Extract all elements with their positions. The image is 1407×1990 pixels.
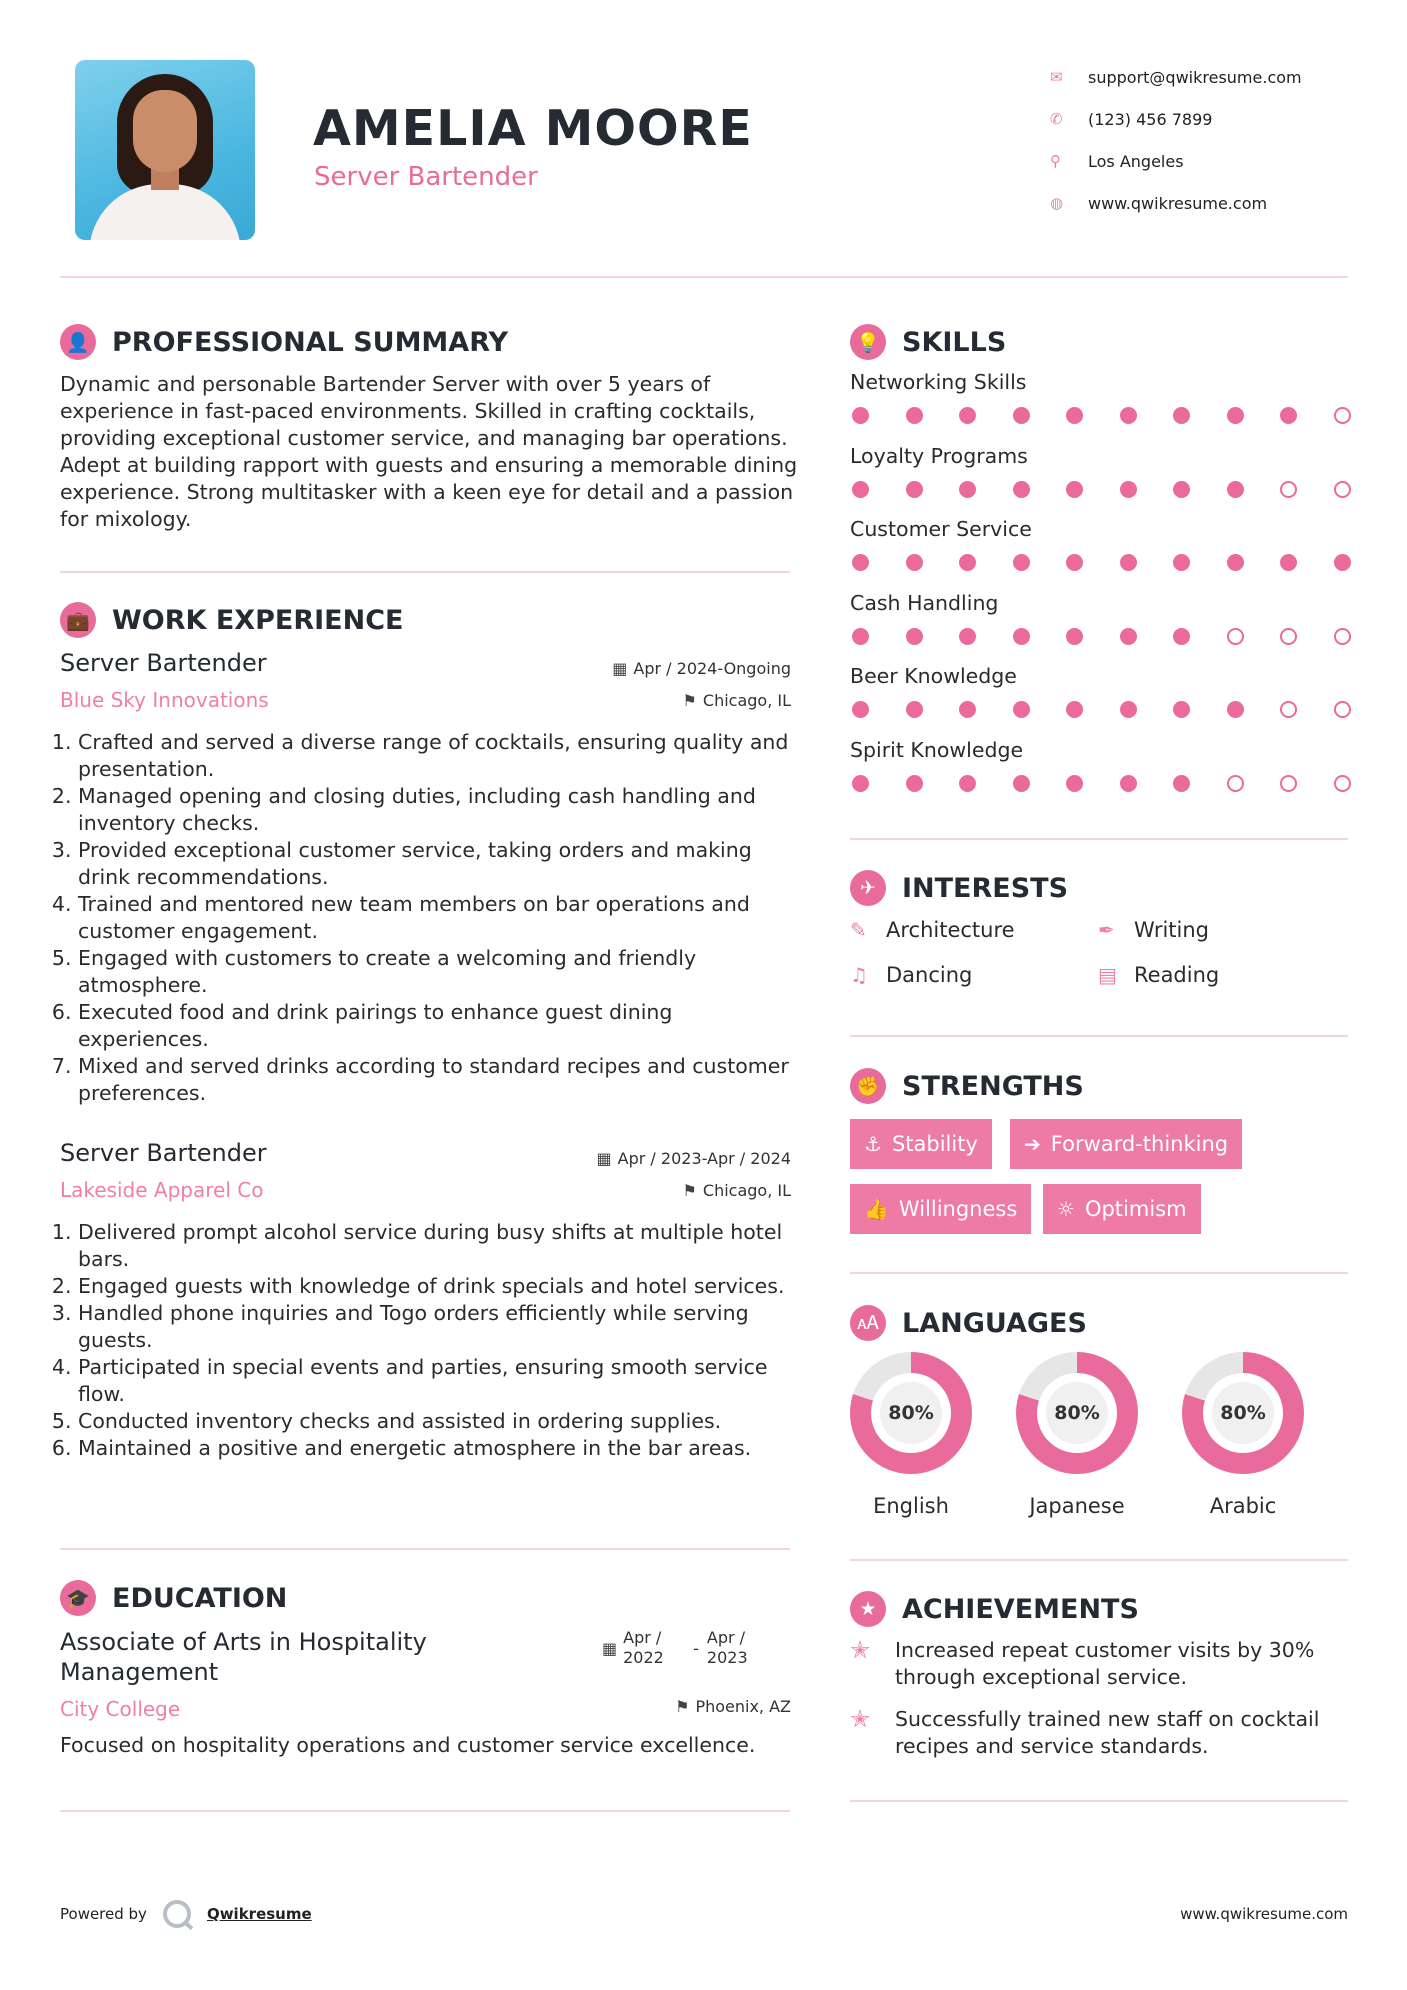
pen-icon: ✒ — [1098, 918, 1115, 942]
rating-dot-filled — [1066, 554, 1083, 571]
rating-dot-filled — [1013, 481, 1030, 498]
star-icon: ✭ — [850, 1636, 871, 1664]
rating-dot-filled — [1120, 554, 1137, 571]
rating-dot-filled — [1120, 701, 1137, 718]
pencil-ruler-icon: ✎ — [850, 918, 867, 942]
qwikresume-logo-icon — [163, 1900, 191, 1928]
rating-dot-filled — [1066, 628, 1083, 645]
education-degree: Associate of Arts in Hospitality Management — [60, 1628, 427, 1686]
rating-dot-filled — [1120, 407, 1137, 424]
book-icon: ▤ — [1098, 963, 1117, 987]
rating-dot-filled — [1120, 481, 1137, 498]
job-dates: ▦ Apr / 2024-Ongoing — [612, 659, 791, 678]
skill-name: Spirit Knowledge — [850, 737, 1024, 762]
rating-dot-filled — [1173, 407, 1190, 424]
pushpin-icon: ⚑ — [675, 1697, 690, 1716]
strengths-divider — [850, 1272, 1348, 1274]
strengths-heading: ✊ STRENGTHS — [850, 1068, 1084, 1104]
skill-rating — [852, 701, 1351, 718]
education-description: Focused on hospitality operations and customer service excellence. — [60, 1733, 756, 1757]
education-divider — [60, 1810, 790, 1812]
rating-dot-empty — [1227, 775, 1244, 792]
rating-dot-filled — [906, 701, 923, 718]
list-item: 4. Participated in special events and parties, ensuring smooth service flow. — [78, 1354, 800, 1408]
rating-dot-empty — [1280, 701, 1297, 718]
rating-dot-filled — [959, 407, 976, 424]
rating-dot-filled — [1013, 407, 1030, 424]
rating-dot-filled — [959, 701, 976, 718]
rating-dot-filled — [852, 554, 869, 571]
fist-icon: ✊ — [850, 1068, 886, 1104]
skill-name: Cash Handling — [850, 590, 999, 615]
pushpin-icon: ⚑ — [682, 691, 697, 710]
job-company: Lakeside Apparel Co — [60, 1178, 264, 1202]
rating-dot-filled — [852, 701, 869, 718]
footer-brand-link[interactable]: Qwikresume — [206, 1905, 312, 1923]
briefcase-icon: 💼 — [60, 602, 96, 638]
skills-heading: 💡 SKILLS — [850, 324, 1006, 360]
interest-item: ♫ Dancing — [850, 963, 973, 987]
summary-heading: 👤 PROFESSIONAL SUMMARY — [60, 324, 508, 360]
rating-dot-filled — [852, 481, 869, 498]
rating-dot-filled — [1227, 407, 1244, 424]
list-item: 5. Engaged with customers to create a welcoming and friendly atmosphere. — [78, 945, 800, 999]
profile-photo — [75, 60, 255, 240]
list-item: 7. Mixed and served drinks according to standard recipes and customer preferences. — [78, 1053, 800, 1107]
rating-dot-empty — [1334, 407, 1351, 424]
contact-website-text: www.qwikresume.com — [1088, 193, 1268, 213]
skill-rating — [852, 407, 1351, 424]
skill-rating — [852, 628, 1351, 645]
languages-divider — [850, 1559, 1348, 1561]
strength-chip: ➔ Forward-thinking — [1010, 1119, 1242, 1169]
rating-dot-filled — [1173, 481, 1190, 498]
summary-text: Dynamic and personable Bartender Server with over 5 years of experience in fast-paced environments. Skilled in crafting cocktails, providing exceptional customer service, and managing bar operations. Adept at building rapport with guests and ensuring a memorable dining experience. Strong multitasker with a keen eye for detail and a passion for mixology. — [60, 372, 798, 531]
rating-dot-empty — [1280, 628, 1297, 645]
rating-dot-filled — [1173, 554, 1190, 571]
interest-item: ✎ Architecture — [850, 918, 1015, 942]
interest-item: ▤ Reading — [1098, 963, 1220, 987]
candidate-role: Server Bartender — [314, 162, 538, 192]
job-location: ⚑ Chicago, IL — [682, 691, 791, 710]
rating-dot-empty — [1334, 701, 1351, 718]
job-location: ⚑ Chicago, IL — [682, 1181, 791, 1200]
rating-dot-filled — [1227, 481, 1244, 498]
contact-email[interactable] — [1050, 56, 1302, 98]
contact-email-text: support@qwikresume.com — [1088, 67, 1302, 87]
rating-dot-filled — [1013, 554, 1030, 571]
language-name: Japanese — [1029, 1494, 1125, 1518]
rating-dot-filled — [906, 628, 923, 645]
sun-icon: ☼ — [1057, 1197, 1075, 1221]
language-card-icon: 🗚 — [850, 1305, 886, 1341]
list-item: 1. Delivered prompt alcohol service during busy shifts at multiple hotel bars. — [78, 1219, 800, 1273]
rating-dot-filled — [1013, 628, 1030, 645]
rating-dot-filled — [1120, 628, 1137, 645]
calendar-icon: ▦ — [612, 659, 628, 678]
rating-dot-filled — [1013, 775, 1030, 792]
list-item: 3. Handled phone inquiries and Togo orders efficiently while serving guests. — [78, 1300, 800, 1354]
list-item: 2. Engaged guests with knowledge of drink specials and hotel services. — [78, 1273, 800, 1300]
interests-divider — [850, 1035, 1348, 1037]
education-heading: 🎓 EDUCATION — [60, 1580, 287, 1616]
candidate-name: AMELIA MOORE — [313, 100, 753, 157]
strength-chip: ☼ Optimism — [1043, 1184, 1201, 1234]
language-progress-ring: 80% — [1182, 1352, 1304, 1474]
job-title: Server Bartender — [60, 1139, 267, 1167]
lightbulb-icon: 💡 — [850, 324, 886, 360]
user-icon: 👤 — [60, 324, 96, 360]
interest-item: ✒ Writing — [1098, 918, 1209, 942]
summary-divider — [60, 571, 790, 573]
list-item: 1. Crafted and served a diverse range of cocktails, ensuring quality and presentation. — [78, 729, 800, 783]
music-note-icon: ♫ — [850, 963, 868, 987]
skill-name: Networking Skills — [850, 370, 1027, 394]
experience-divider — [60, 1548, 790, 1550]
rating-dot-empty — [1280, 481, 1297, 498]
rating-dot-filled — [852, 407, 869, 424]
calendar-icon: ▦ — [596, 1149, 612, 1168]
job-duties — [60, 729, 800, 1107]
list-item: 5. Conducted inventory checks and assisted in ordering supplies. — [78, 1408, 800, 1435]
rating-dot-empty — [1280, 775, 1297, 792]
language-progress-ring: 80% — [850, 1352, 972, 1474]
rating-dot-filled — [1173, 775, 1190, 792]
language-name: Arabic — [1209, 1494, 1277, 1518]
skill-name: Beer Knowledge — [850, 664, 1017, 688]
rating-dot-filled — [1066, 481, 1083, 498]
rating-dot-filled — [1120, 775, 1137, 792]
contact-location-text: Los Angeles — [1088, 151, 1184, 171]
skill-rating — [852, 554, 1351, 571]
language-item — [1016, 1352, 1138, 1518]
anchor-icon: ⚓ — [864, 1132, 882, 1156]
phone-icon: ✆ — [1050, 110, 1063, 128]
rating-dot-filled — [852, 628, 869, 645]
achievement-item: ✭ Increased repeat customer visits by 30% through exceptional service. — [850, 1636, 1315, 1689]
education-school: City College — [60, 1697, 181, 1721]
contact-website[interactable] — [1050, 182, 1302, 224]
thumbs-up-icon: 👍 — [864, 1197, 889, 1221]
skill-rating — [852, 775, 1351, 792]
job-dates: ▦ Apr / 2023-Apr / 2024 — [596, 1149, 791, 1168]
rating-dot-empty — [1334, 775, 1351, 792]
strength-chip: 👍 Willingness — [850, 1184, 1031, 1234]
list-item: 6. Executed food and drink pairings to enhance guest dining experiences. — [78, 999, 800, 1053]
calendar-icon: ▦ — [602, 1638, 618, 1658]
language-progress-ring: 80% — [1016, 1352, 1138, 1474]
paper-plane-icon: ✈ — [850, 870, 886, 906]
language-item — [1182, 1352, 1304, 1518]
rating-dot-empty — [1334, 481, 1351, 498]
rating-dot-filled — [959, 554, 976, 571]
job-duties — [60, 1219, 800, 1462]
globe-icon: ◍ — [1050, 194, 1064, 212]
rating-dot-filled — [1173, 628, 1190, 645]
arrow-right-icon: ➔ — [1024, 1132, 1041, 1156]
rating-dot-filled — [1227, 701, 1244, 718]
language-item — [850, 1352, 972, 1518]
rating-dot-filled — [906, 554, 923, 571]
skill-rating — [852, 481, 1351, 498]
achievement-item: ✭ Successfully trained new staff on cocktail recipes and service standards. — [850, 1705, 1320, 1758]
rating-dot-filled — [1066, 407, 1083, 424]
star-icon: ✭ — [850, 1705, 871, 1733]
job-title: Server Bartender — [60, 649, 267, 677]
list-item: 4. Trained and mentored new team members on bar operations and customer engagement. — [78, 891, 800, 945]
footer-url[interactable]: www.qwikresume.com — [1180, 1905, 1348, 1923]
rating-dot-filled — [1227, 554, 1244, 571]
header-divider — [60, 276, 1348, 278]
rating-dot-filled — [906, 407, 923, 424]
education-dates: ▦ Apr / 2022 - Apr / 2023 — [602, 1628, 748, 1667]
job-company: Blue Sky Innovations — [60, 688, 269, 712]
rating-dot-empty — [1334, 628, 1351, 645]
skills-divider — [850, 838, 1348, 840]
rating-dot-filled — [906, 775, 923, 792]
location-pin-icon: ⚲ — [1050, 152, 1061, 170]
rating-dot-filled — [906, 481, 923, 498]
contact-phone-text: (123) 456 7899 — [1088, 109, 1213, 129]
rating-dot-filled — [1066, 701, 1083, 718]
skill-name: Customer Service — [850, 517, 1032, 541]
achievements-heading: ★ ACHIEVEMENTS — [850, 1591, 1139, 1627]
skill-name: Loyalty Programs — [850, 443, 1028, 468]
rating-dot-filled — [1013, 701, 1030, 718]
mail-icon: ✉ — [1050, 68, 1063, 86]
contact-location — [1050, 140, 1302, 182]
interests-heading: ✈ INTERESTS — [850, 870, 1068, 906]
star-badge-icon: ★ — [850, 1591, 886, 1627]
rating-dot-filled — [959, 628, 976, 645]
rating-dot-filled — [1173, 701, 1190, 718]
list-item: 3. Provided exceptional customer service, taking orders and making drink recommendations. — [78, 837, 800, 891]
language-name: English — [873, 1494, 949, 1518]
rating-dot-filled — [1066, 775, 1083, 792]
achievements-divider — [850, 1800, 1348, 1802]
rating-dot-filled — [852, 775, 869, 792]
rating-dot-filled — [959, 775, 976, 792]
footer-powered-by: Powered by Qwikresume — [60, 1900, 312, 1928]
pushpin-icon: ⚑ — [682, 1181, 697, 1200]
list-item: 6. Maintained a positive and energetic atmosphere in the bar areas. — [78, 1435, 800, 1462]
contact-list — [1050, 56, 1302, 224]
languages-heading: 🗚 LANGUAGES — [850, 1305, 1087, 1341]
list-item: 2. Managed opening and closing duties, including cash handling and inventory checks. — [78, 783, 800, 837]
graduation-cap-icon: 🎓 — [60, 1580, 96, 1616]
rating-dot-filled — [1280, 554, 1297, 571]
rating-dot-empty — [1227, 628, 1244, 645]
rating-dot-filled — [959, 481, 976, 498]
strength-chip: ⚓ Stability — [850, 1119, 992, 1169]
experience-heading: 💼 WORK EXPERIENCE — [60, 602, 403, 638]
education-location: ⚑ Phoenix, AZ — [675, 1697, 791, 1716]
rating-dot-filled — [1334, 554, 1351, 571]
rating-dot-filled — [1280, 407, 1297, 424]
contact-phone[interactable] — [1050, 98, 1302, 140]
